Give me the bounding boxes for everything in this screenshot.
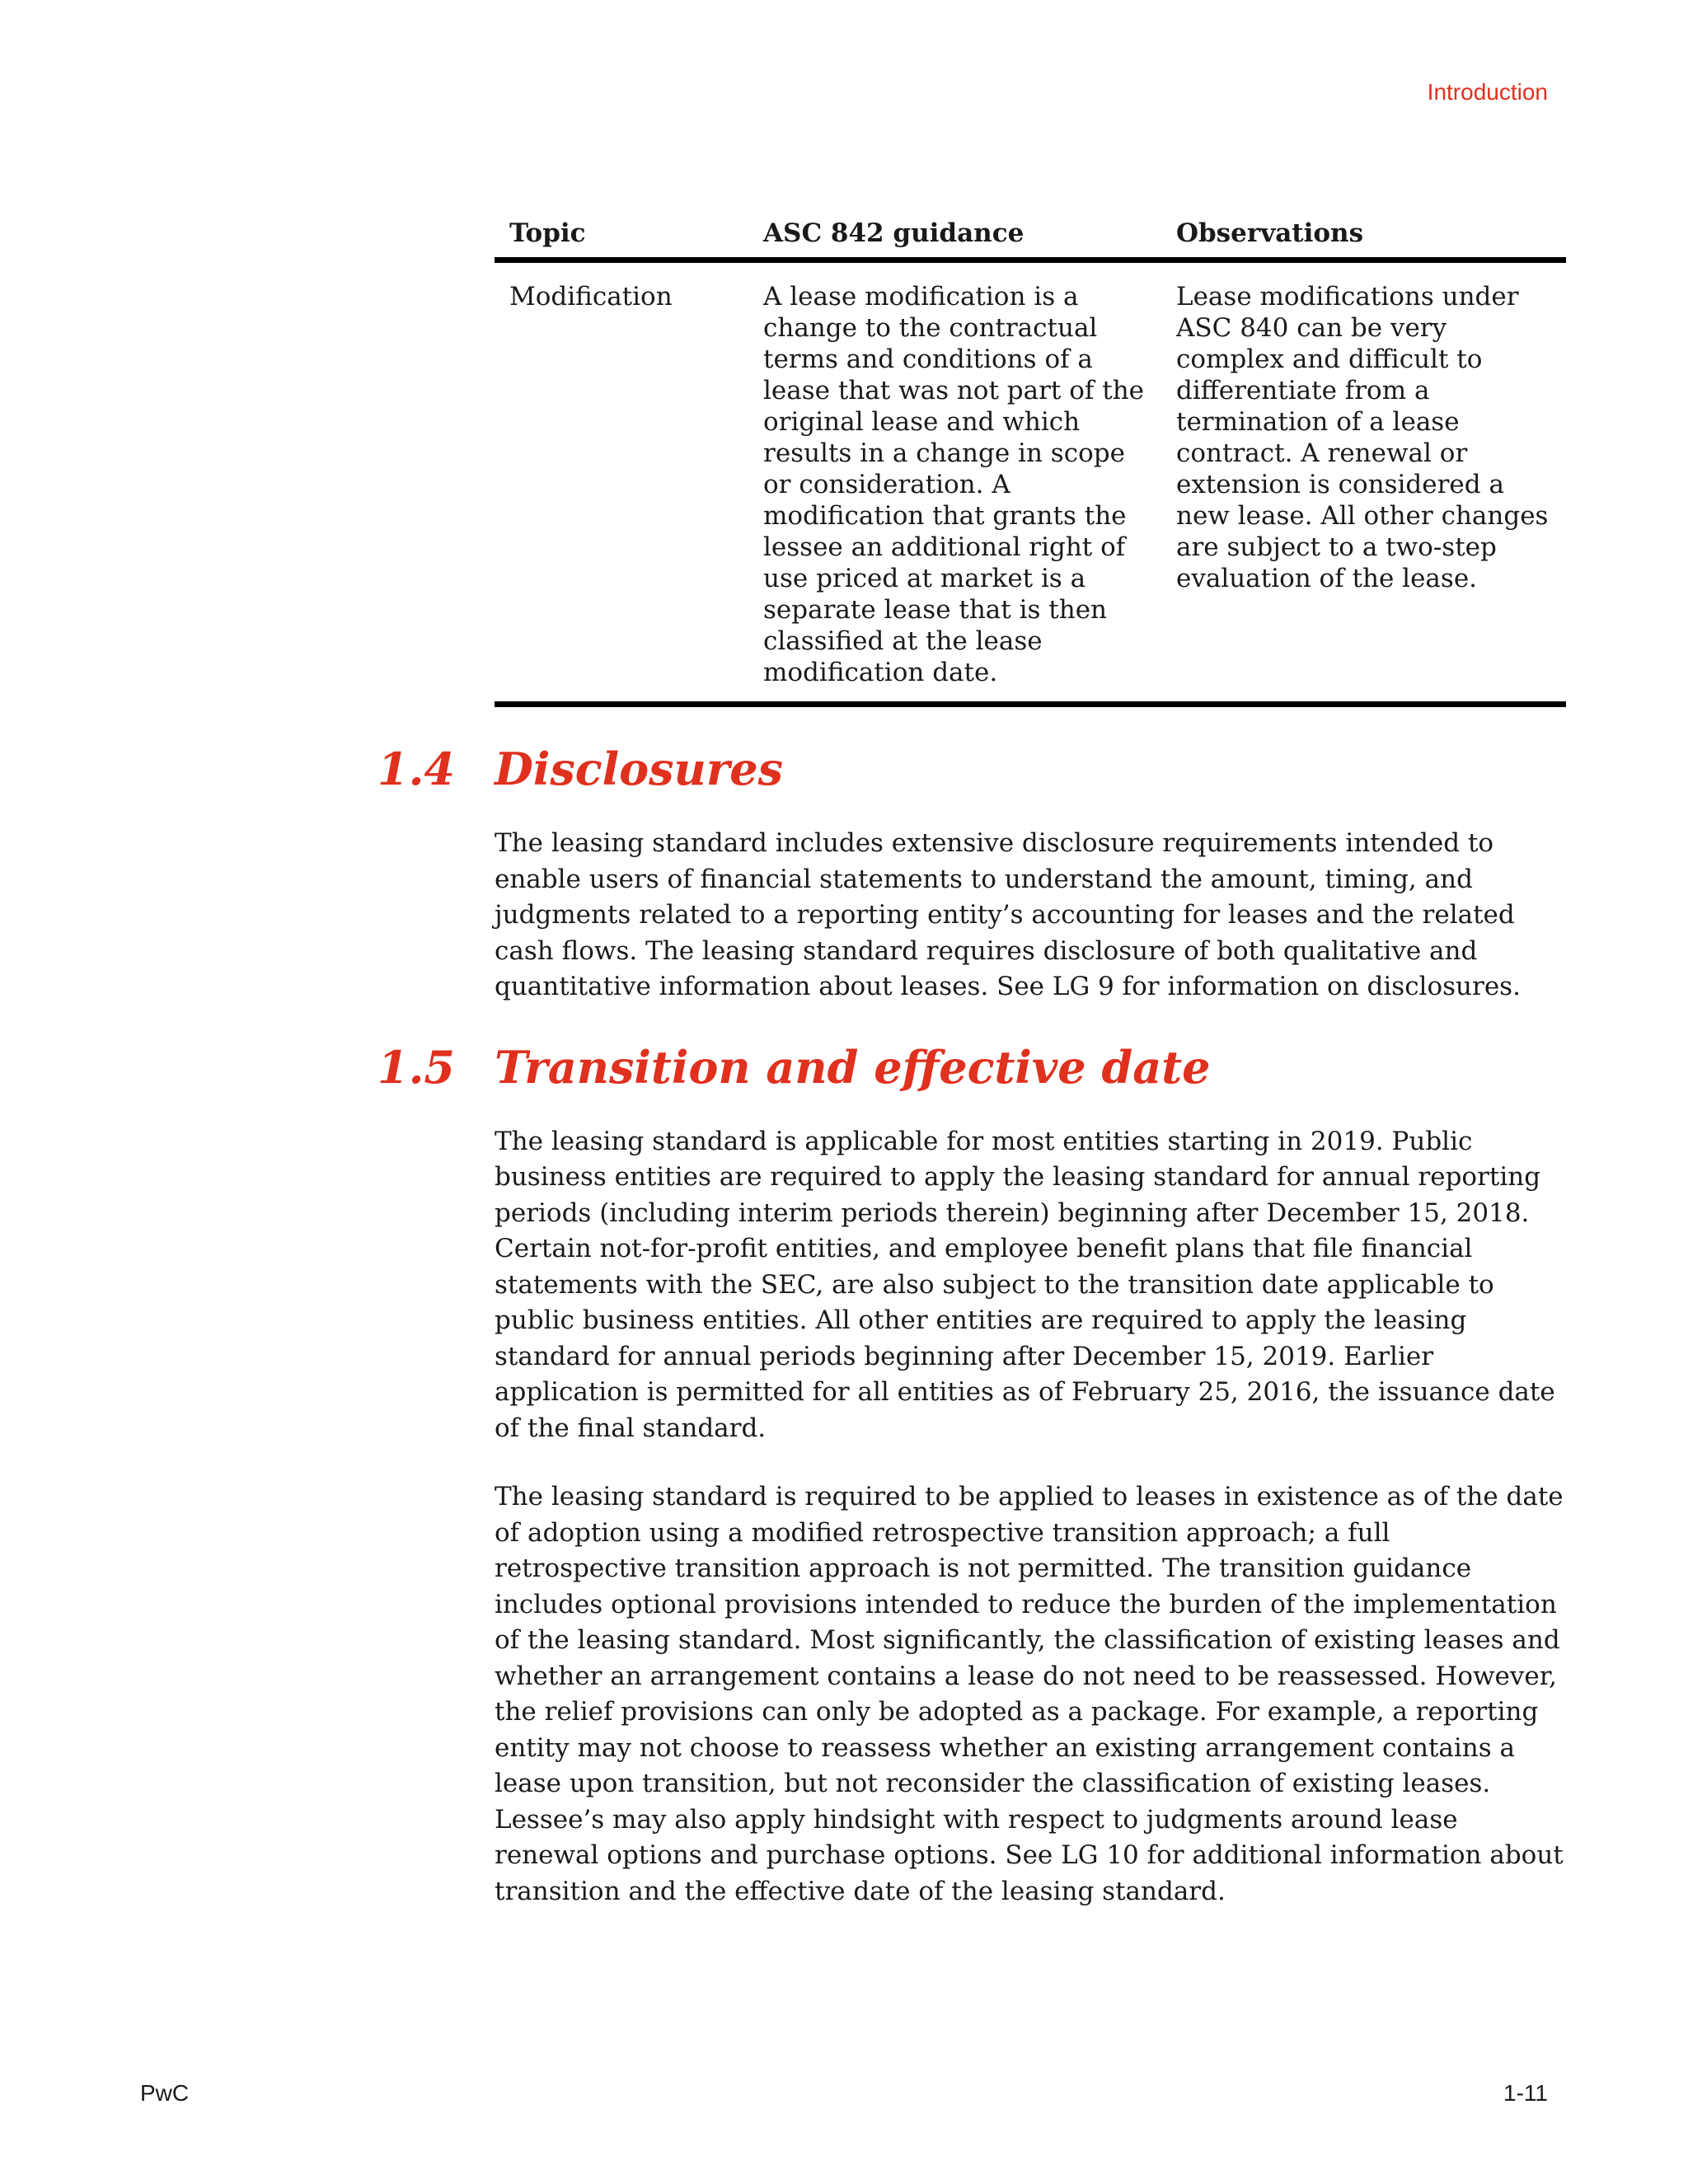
column-header-topic: Topic [495, 213, 748, 260]
paragraph: The leasing standard includes extensive disclosure requirements intended to enable users of financial statements to understand the amount, timing, and judgments related to a reporting entity’s accounting for leases and the related cash flows. The leasing standard requires disclosure of both qualitative and quantitative information about leases. See LG 9 for information on disclosures. [495, 828, 1521, 1001]
table-row [495, 260, 1566, 705]
section-title: Transition and effective date [495, 1040, 1211, 1094]
section-number: 1.4 [377, 743, 455, 795]
section-title: Disclosures [495, 743, 784, 795]
column-header-observations: Observations [1161, 213, 1566, 260]
comparison-table [495, 213, 1566, 707]
column-header-guidance: ASC 842 guidance [748, 213, 1161, 260]
section-disclosures [377, 740, 1566, 1005]
topic-cell: Modification [495, 260, 748, 705]
running-header: Introduction [1427, 79, 1548, 105]
observations-cell: Lease modifications under ASC 840 can be very complex and difficult to differentiate from a termination of a lease contract. A renewal or extension is considered a new lease. All other changes are subject to a two-step evaluation of the lease. [1161, 260, 1566, 705]
page-number: 1-11 [1503, 2080, 1548, 2106]
paragraph: The leasing standard is required to be applied to leases in existence as of the date of adoption using a modified retrospective transition approach; a full retrospective transition approach is not permitted. The transition guidance includes optional provisions intended to reduce the burden of the implementation of the leasing standard. Most significantly, the classification of existing leases and whether an arrangement contains a lease do not need to be reassessed. However, the relief provisions can only be adopted as a package. For example, a reporting entity may not choose to reassess whether an existing arrangement contains a lease upon transition, but not reconsider the classification of existing leases. Lessee’s may also apply hindsight with respect to judgments around lease renewal options and purchase options. See LG 10 for additional information about transition and the effective date of the leasing standard. [495, 1482, 1564, 1906]
paragraph: The leasing standard is applicable for most entities starting in 2019. Public business entities are required to apply the leasing standard for annual reporting periods (including interim periods therein) beginning after December 15, 2018. Certain not-for-profit entities, and employee benefit plans that file financial statements with the SEC, are also subject to the transition date applicable to public business entities. All other entities are required to apply the leasing standard for annual periods beginning after December 15, 2019. Earlier application is permitted for all entities as of February 25, 2016, the issuance date of the final standard. [495, 1126, 1555, 1443]
footer-brand: PwC [140, 2080, 190, 2106]
section-number: 1.5 [377, 1040, 455, 1094]
table-header-row [495, 213, 1566, 260]
guidance-cell: A lease modification is a change to the contractual terms and conditions of a lease that was not part of the original lease and which results in a change in scope or consideration. A modification that grants the lessee an additional right of use priced at market is a separate lease that is then classified at the lease modification date. [748, 260, 1161, 705]
page-content [377, 213, 1566, 1943]
section-transition [377, 1038, 1566, 1910]
